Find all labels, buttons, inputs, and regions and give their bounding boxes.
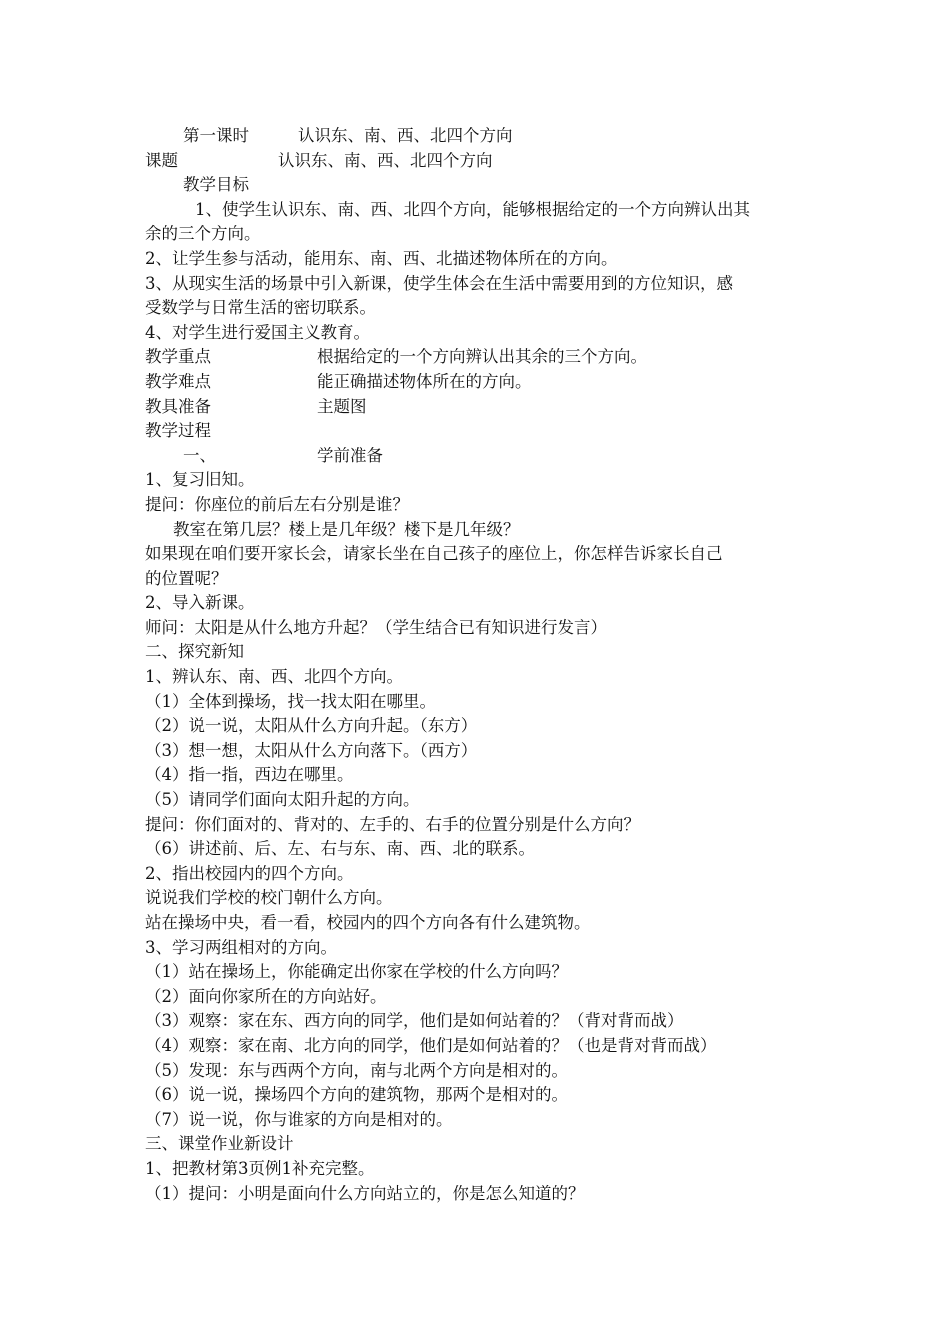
difficulty-line <box>145 370 815 395</box>
difficulty-label: 教学难点 <box>145 371 211 391</box>
lesson-title-line <box>145 124 815 149</box>
subject-label: 课题 <box>145 150 178 170</box>
section-heading: 二、探究新知 <box>145 642 244 662</box>
body-line: 提问：你们面对的、背对的、左手的、右手的位置分别是什么方向？ <box>145 814 640 834</box>
body-line: 2、指出校园内的四个方向。 <box>145 863 354 883</box>
section-heading: 三、课堂作业新设计 <box>145 1134 294 1154</box>
body-line: （2）面向你家所在的方向站好。 <box>145 986 387 1006</box>
body-line: （4）指一指，西边在哪里。 <box>145 765 354 785</box>
body-line: （1）提问：小明是面向什么方向站立的，你是怎么知道的？ <box>145 1183 585 1203</box>
key-point-text: 根据给定的一个方向辨认出其余的三个方向。 <box>317 347 647 367</box>
goal-4: 4、对学生进行爱国主义教育。 <box>145 322 370 342</box>
step-1-line <box>145 444 815 469</box>
body-line: （1）站在操场上，你能确定出你家在学校的什么方向吗？ <box>145 962 568 982</box>
body-line: 提问：你座位的前后左右分别是谁？ <box>145 494 409 514</box>
body-line: 1、辨认东、南、西、北四个方向。 <box>145 667 403 687</box>
document-body <box>145 124 815 1206</box>
body-line: （7）说一说，你与谁家的方向是相对的。 <box>145 1109 453 1129</box>
step-1-label: 一、 <box>183 445 216 465</box>
body-line: （1）全体到操场，找一找太阳在哪里。 <box>145 691 436 711</box>
key-point-label: 教学重点 <box>145 347 211 367</box>
body-line: （6）讲述前、后、左、右与东、南、西、北的联系。 <box>145 839 535 859</box>
body-line: （2）说一说，太阳从什么方向升起。（东方） <box>145 716 478 736</box>
body-line: 站在操场中央，看一看，校园内的四个方向各有什么建筑物。 <box>145 913 591 932</box>
goal-2: 2、让学生参与活动，能用东、南、西、北描述物体所在的方向。 <box>145 248 618 268</box>
body-line: 师问：太阳是从什么地方升起？（学生结合已有知识进行发言） <box>145 617 607 637</box>
subject-text: 认识东、南、西、北四个方向 <box>278 150 493 170</box>
body-line: （3）想一想，太阳从什么方向落下。（西方） <box>145 740 478 760</box>
step-1-text: 学前准备 <box>317 445 383 465</box>
body-line: （6）说一说，操场四个方向的建筑物，那两个是相对的。 <box>145 1085 568 1105</box>
lesson-number: 第一课时 <box>183 126 249 145</box>
body-line: 3、学习两组相对的方向。 <box>145 937 337 957</box>
goal-3-line-1: 3、从现实生活的场景中引入新课，使学生体会在生活中需要用到的方位知识，感 <box>145 273 733 293</box>
body-line: 1、把教材第3页例1补充完整。 <box>145 1158 375 1178</box>
body-line: （5）发现：东与西两个方向，南与北两个方向是相对的。 <box>145 1060 568 1080</box>
goal-1-line-2: 余的三个方向。 <box>145 224 261 244</box>
body-line: （5）请同学们面向太阳升起的方向。 <box>145 790 420 810</box>
subject-line <box>145 149 815 174</box>
body-line: 1、复习旧知。 <box>145 470 255 490</box>
goal-3-line-2: 受数学与日常生活的密切联系。 <box>145 298 376 318</box>
body-line: 教室在第几层？楼上是几年级？楼下是几年级？ <box>173 519 520 539</box>
tools-label: 教具准备 <box>145 396 211 416</box>
body-line: （3）观察：家在东、西方向的同学，他们是如何站着的？（背对背而战） <box>145 1011 684 1031</box>
goals-heading: 教学目标 <box>183 175 249 195</box>
tools-line <box>145 395 815 420</box>
process-heading: 教学过程 <box>145 421 211 441</box>
body-line: 说说我们学校的校门朝什么方向。 <box>145 888 393 908</box>
body-line: 如果现在咱们要开家长会，请家长坐在自己孩子的座位上，你怎样告诉家长自己 <box>145 544 723 564</box>
body-line: 2、导入新课。 <box>145 593 255 613</box>
body-line: （4）观察：家在南、北方向的同学，他们是如何站着的？（也是背对背而战） <box>145 1035 717 1055</box>
goal-1-line-1: 1、使学生认识东、南、西、北四个方向，能够根据给定的一个方向辨认出其 <box>195 199 750 219</box>
lesson-title: 认识东、南、西、北四个方向 <box>298 126 513 145</box>
difficulty-text: 能正确描述物体所在的方向。 <box>317 371 532 391</box>
tools-text: 主题图 <box>317 396 367 416</box>
key-point-line <box>145 345 815 370</box>
body-line: 的位置呢？ <box>145 568 228 588</box>
